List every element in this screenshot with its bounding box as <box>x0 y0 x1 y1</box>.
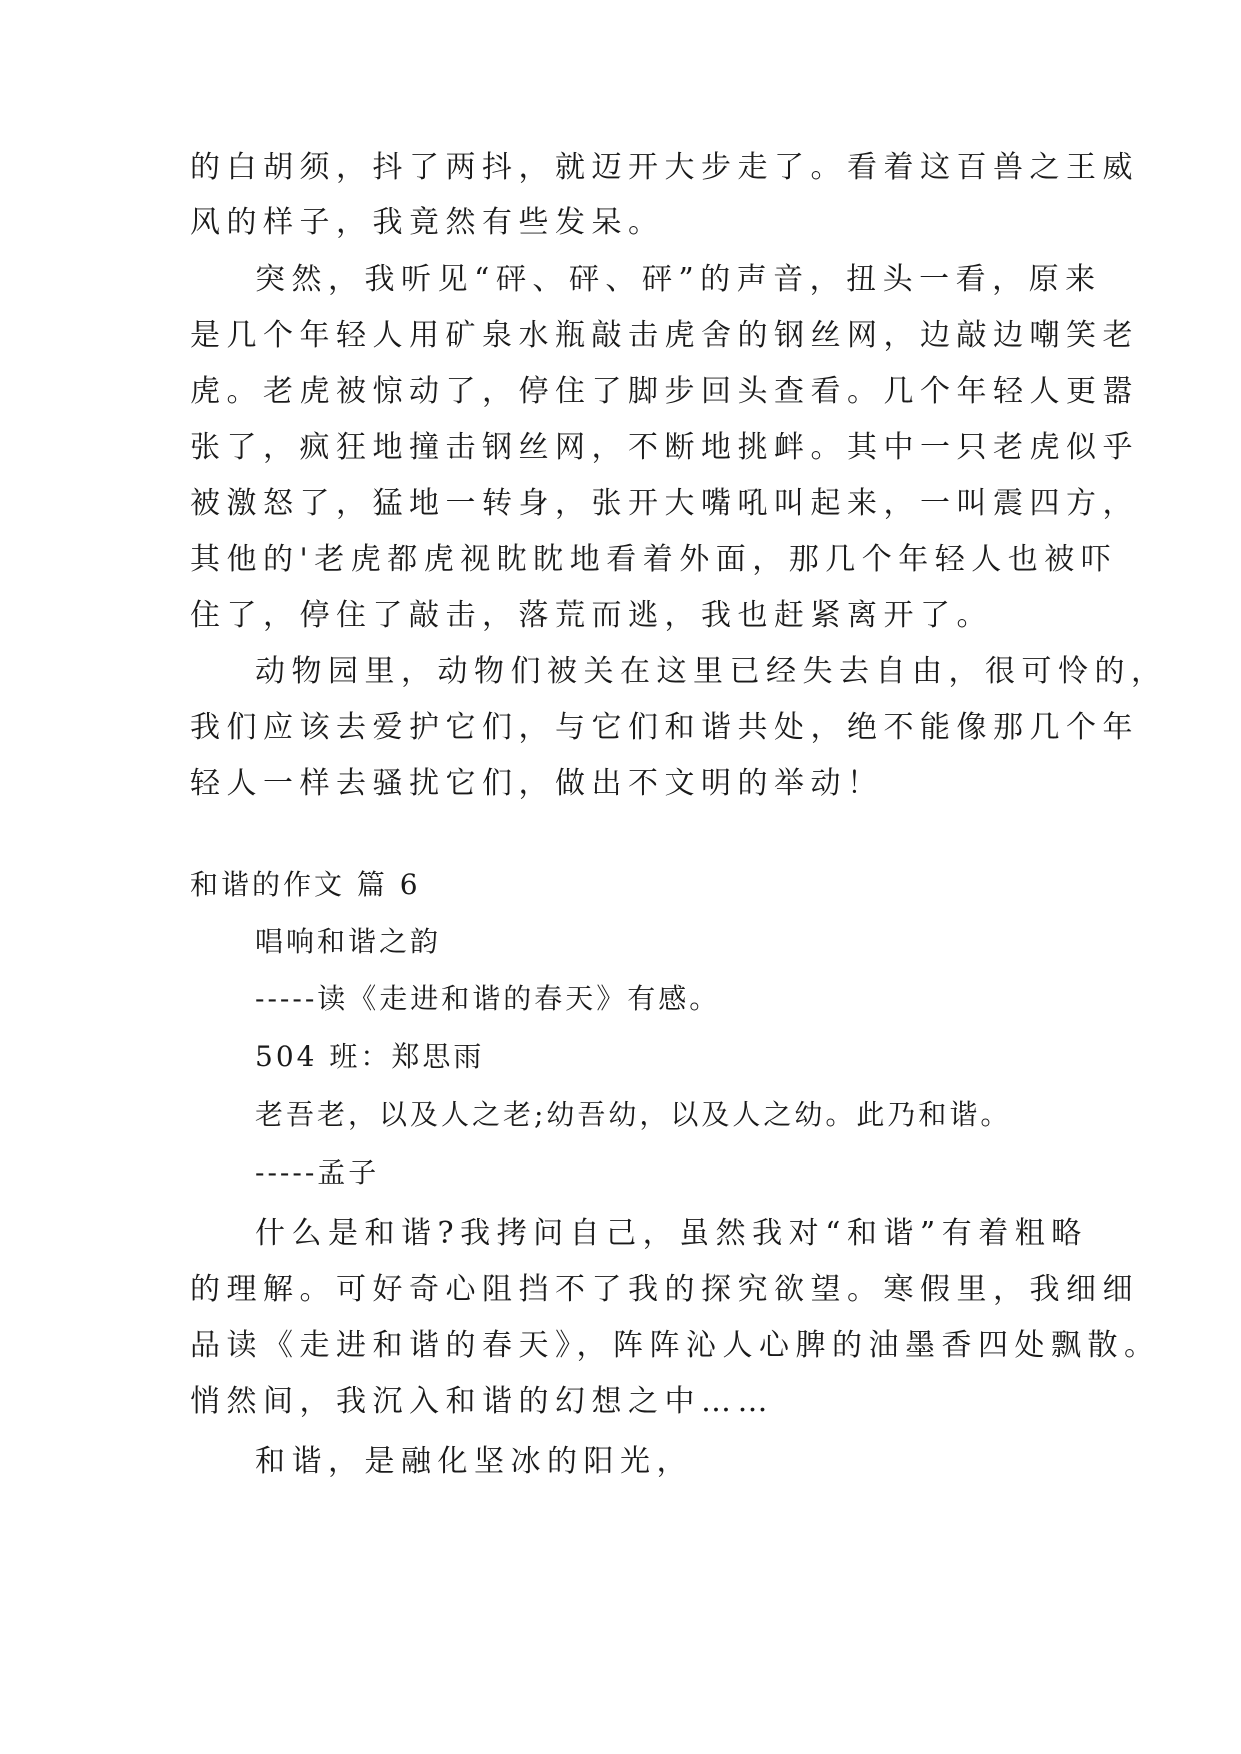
essay-subtitle: -----读《走进和谐的春天》有感。 <box>255 982 721 1015</box>
text-line: 其他的'老虎都虎视眈眈地看着外面，那几个年轻人也被吓 <box>190 542 1118 577</box>
text-line: 张了，疯狂地撞击钢丝网，不断地挑衅。其中一只老虎似乎 <box>190 430 1139 465</box>
text-line: 被激怒了，猛地一转身，张开大嘴吼叫起来，一叫震四方， <box>190 486 1139 521</box>
text-line: 品读《走进和谐的春天》，阵阵沁人心脾的油墨香四处飘散。 <box>190 1328 1161 1363</box>
text-line: 和谐，是融化坚冰的阳光， <box>255 1444 693 1479</box>
text-line: 是几个年轻人用矿泉水瓶敲击虎舍的钢丝网，边敲边嘲笑老 <box>190 318 1139 353</box>
text-line: 我们应该去爱护它们，与它们和谐共处，绝不能像那几个年 <box>190 710 1139 745</box>
text-line: 的理解。可好奇心阻挡不了我的探究欲望。寒假里，我细细 <box>190 1272 1139 1307</box>
text-line: 轻人一样去骚扰它们，做出不文明的举动！ <box>190 766 884 801</box>
essay-author: 504 班：郑思雨 <box>255 1040 485 1073</box>
text-line: 什么是和谐?我拷问自己，虽然我对“和谐”有着粗略 <box>255 1216 1088 1251</box>
text-line: 虎。老虎被惊动了，停住了脚步回头查看。几个年轻人更嚣 <box>190 374 1139 409</box>
essay-title: 唱响和谐之韵 <box>255 925 442 958</box>
section-heading: 和谐的作文 篇 6 <box>190 868 421 901</box>
text-line: 的白胡须，抖了两抖，就迈开大步走了。看着这百兽之王威 <box>190 150 1139 185</box>
text-line: 住了，停住了敲击，落荒而逃，我也赶紧离开了。 <box>190 598 993 633</box>
essay-quote-source: -----孟子 <box>255 1156 380 1189</box>
text-line: 突然，我听见“砰、砰、砰”的声音，扭头一看，原来 <box>255 262 1102 297</box>
essay-quote: 老吾老，以及人之老;幼吾幼，以及人之幼。此乃和谐。 <box>255 1098 1012 1131</box>
text-line: 悄然间，我沉入和谐的幻想之中…… <box>190 1384 774 1419</box>
text-line: 风的样子，我竟然有些发呆。 <box>190 205 665 240</box>
text-line: 动物园里，动物们被关在这里已经失去自由，很可怜的， <box>255 654 1168 689</box>
